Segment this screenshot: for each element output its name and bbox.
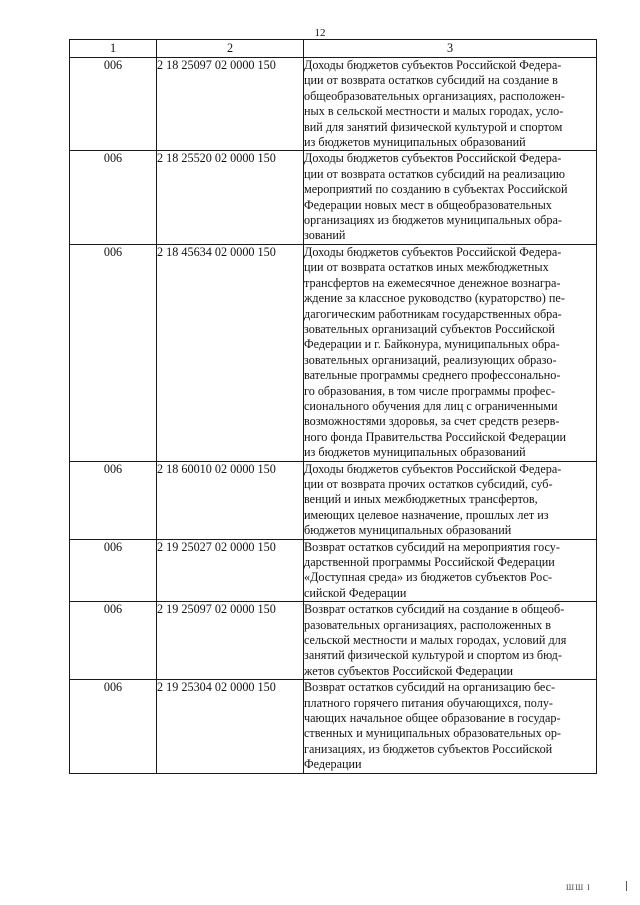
description-line: Возврат остатков субсидий на создание в общеоб- (304, 602, 565, 617)
description-line: ждение за классное руководство (кураторство) пе- (304, 291, 565, 306)
description-line: Доходы бюджетов субъектов Российской Федера- (304, 151, 562, 166)
description-line: вательные программы среднего профессонально- (304, 368, 561, 383)
description-line: ции от возврата остатков иных межбюджетных (304, 260, 549, 275)
description-line: возможностями здоровья, за счет средств резерв- (304, 414, 560, 429)
header-col-2: 2 (157, 40, 304, 58)
page-number: 12 (314, 27, 326, 39)
description-line: из бюджетов муниципальных образований (304, 445, 526, 460)
admin-code-cell: 006 (70, 244, 157, 461)
description-line: общеобразовательных организациях, расположен- (304, 88, 565, 103)
description-line: мероприятий по созданию в субъектах Российской (304, 182, 568, 197)
budget-code-cell: 2 18 25097 02 0000 150 (157, 58, 304, 151)
description-line: сионального обучения для лиц с ограниченными (304, 398, 558, 413)
description-line: ных в сельской местности и малых городах, усло- (304, 104, 564, 119)
table-row (70, 680, 597, 773)
budget-code-table (69, 39, 597, 774)
description-line: Возврат остатков субсидий на организацию бес- (304, 680, 556, 695)
table-row (70, 539, 597, 602)
description-line: ственных и муниципальных образовательных ор- (304, 726, 561, 741)
table-row (70, 461, 597, 539)
description-line: из бюджетов муниципальных образований (304, 135, 526, 150)
admin-code-cell: 006 (70, 461, 157, 539)
admin-code-cell: 006 (70, 680, 157, 773)
footer-tick (626, 881, 627, 891)
description-line: дарственной программы Российской Федерации (304, 555, 555, 569)
description-line: ганизациях, из бюджетов субъектов Российской (304, 741, 553, 756)
description-line: Доходы бюджетов субъектов Российской Федера- (304, 244, 562, 259)
description-line: занятий физической культурой и спортом из бюд- (304, 648, 562, 663)
description-line: ции от возврата остатков субсидий на реализацию (304, 166, 566, 181)
header-col-3: 3 (304, 40, 597, 58)
description-line: сельской местности и малых городах, условий для (304, 633, 567, 648)
footer-mark: ШШ І (566, 883, 591, 892)
budget-code-cell: 2 19 25097 02 0000 150 (157, 602, 304, 680)
description-line: «Доступная среда» из бюджетов субъектов Рос- (304, 570, 553, 585)
budget-code-cell: 2 19 25304 02 0000 150 (157, 680, 304, 773)
description-cell (304, 58, 597, 151)
description-line: Возврат остатков субсидий на мероприятия госу- (304, 539, 560, 554)
description-line: имеющих целевое назначение, прошлых лет из (304, 507, 549, 522)
description-cell (304, 151, 597, 244)
admin-code-cell: 006 (70, 539, 157, 602)
description-line: Федерации новых мест в общеобразовательных (304, 197, 552, 212)
description-line: зовательных организаций субъектов Российской (304, 321, 555, 336)
table-row (70, 151, 597, 244)
description-line: организациях из бюджетов муниципальных обра- (304, 213, 562, 228)
budget-code-cell: 2 18 60010 02 0000 150 (157, 461, 304, 539)
description-cell (304, 602, 597, 680)
header-col-1: 1 (70, 40, 157, 58)
admin-code-cell: 006 (70, 602, 157, 680)
description-line: вий для занятий физической культурой и спортом (304, 119, 563, 134)
description-line: ного фонда Правительства Российской Федерации (304, 429, 567, 444)
budget-code-cell: 2 18 25520 02 0000 150 (157, 151, 304, 244)
description-cell (304, 461, 597, 539)
description-cell (304, 680, 597, 773)
table-row (70, 602, 597, 680)
description-line: ции от возврата остатков субсидий на создание в (304, 73, 558, 88)
description-line: Федерации (304, 757, 362, 772)
description-line: зований (304, 228, 346, 243)
description-cell (304, 539, 597, 602)
description-line: Федерации и г. Байконура, муниципальных обра- (304, 337, 560, 352)
admin-code-cell: 006 (70, 151, 157, 244)
description-line: Доходы бюджетов субъектов Российской Федера- (304, 58, 562, 72)
description-line: дагогическим работникам государственных обра- (304, 306, 562, 321)
description-line: зовательных организаций, реализующих образо- (304, 352, 557, 367)
description-cell (304, 244, 597, 461)
table-row (70, 244, 597, 461)
description-line: жетов субъектов Российской Федерации (304, 663, 514, 678)
description-line: чающих начальное общее образование в государ- (304, 711, 561, 726)
description-line: платного горячего питания обучающихся, полу- (304, 695, 553, 710)
description-line: разовательных организациях, расположенных в (304, 617, 551, 632)
budget-code-cell: 2 19 25027 02 0000 150 (157, 539, 304, 602)
description-line: венций и иных межбюджетных трансфертов, (304, 492, 538, 507)
description-line: ции от возврата прочих остатков субсидий, суб- (304, 476, 553, 491)
table-row (70, 58, 597, 151)
budget-code-cell: 2 18 45634 02 0000 150 (157, 244, 304, 461)
description-line: трансфертов на ежемесячное денежное вознагра- (304, 275, 561, 290)
admin-code-cell: 006 (70, 58, 157, 151)
description-line: го образования, в том числе программы профес- (304, 383, 556, 398)
description-line: бюджетов муниципальных образований (304, 523, 512, 538)
table-body (70, 58, 597, 774)
table-header-row (70, 40, 597, 58)
description-line: Доходы бюджетов субъектов Российской Федера- (304, 461, 562, 476)
description-line: сийской Федерации (304, 585, 407, 600)
